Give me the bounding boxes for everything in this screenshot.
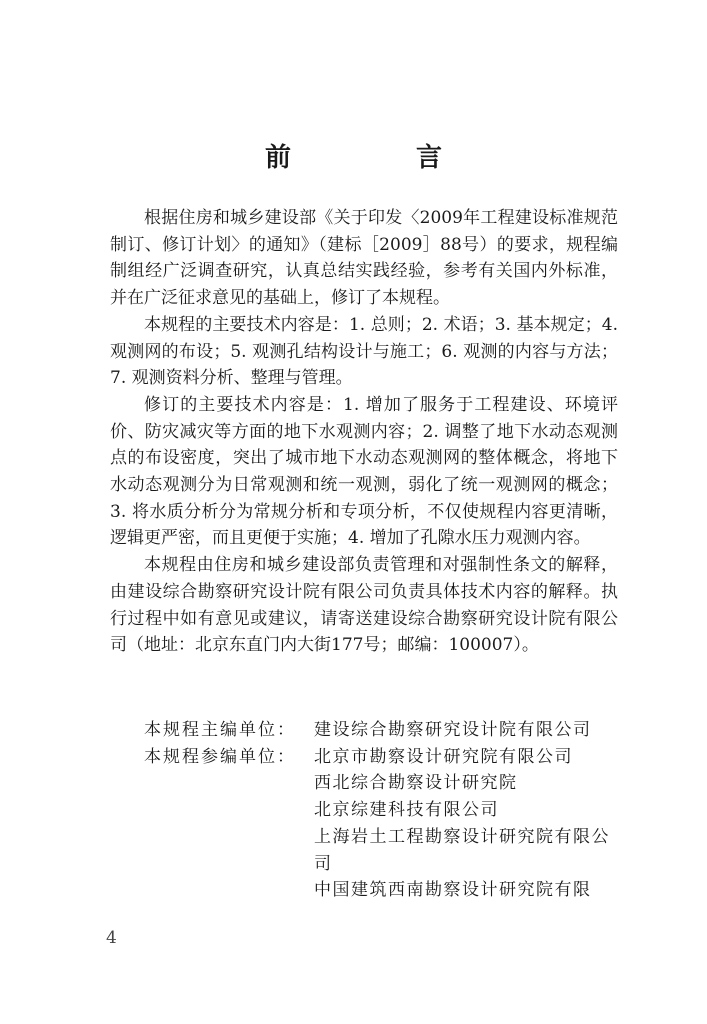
foreword-body xyxy=(110,205,618,659)
chief-unit-list xyxy=(314,717,624,744)
participating-unit-name: 北京综建科技有限公司 xyxy=(314,800,499,821)
participating-units-list xyxy=(314,744,624,904)
paragraph-revision-contents: 修订的主要技术内容是：1. 增加了服务于工程建设、环境评价、防灾减灾等方面的地下水观测内容；2. 调整了地下水动态观测点的布设密度，突出了城市地下水动态观测网的整体概念，将地下水动态观测分为日常观测和统一观测，弱化了统一观测网的概念；3. 将水质分析分为常规分析和专项分析，不仅使规程内容更清晰，逻辑更严密，而且更便于实施；4. 增加了孔隙水压力观测内容。 xyxy=(110,394,618,549)
participating-unit-name: 上海岩土工程勘察设计研究院有限公司 xyxy=(314,826,610,874)
page-number: 4 xyxy=(106,928,117,948)
paragraph-management: 本规程由住房和城乡建设部负责管理和对强制性条文的解释，由建设综合勘察研究设计院有限公司负责具体技术内容的解释。执行过程中如有意见或建议，请寄送建设综合勘察研究设计院有限公司（地址：北京东直门内大街177号；邮编：100007）。 xyxy=(110,555,618,656)
participating-unit-name: 西北综合勘察设计研究院 xyxy=(314,773,518,794)
paragraph-compilation-basis: 根据住房和城乡建设部《关于印发〈2009年工程建设标准规范制订、修订计划〉的通知》（建标［2009］88号）的要求，规程编制组经广泛调查研究，认真总结实践经验，参考有关国内外标准，并在广泛征求意见的基础上，修订了本规程。 xyxy=(110,208,618,309)
participating-unit-name: 中国建筑西南勘察设计研究院有限 xyxy=(314,880,592,901)
chief-unit-row xyxy=(144,717,624,744)
participating-units-label: 本规程参编单位： xyxy=(144,746,296,767)
chief-unit-label: 本规程主编单位： xyxy=(144,720,296,740)
paragraph-main-contents: 本规程的主要技术内容是：1. 总则；2. 术语；3. 基本规定；4. 观测网的布设；5. 观测孔结构设计与施工；6. 观测的内容与方法；7. 观测资料分析、整理与管理。 xyxy=(110,314,618,389)
page-title: 前 言 xyxy=(264,143,501,173)
compilation-units xyxy=(144,717,624,904)
chief-unit-name: 建设综合勘察研究设计院有限公司 xyxy=(314,720,592,740)
participating-units-row xyxy=(144,744,624,904)
participating-unit-name: 北京市勘察设计研究院有限公司 xyxy=(314,746,573,767)
